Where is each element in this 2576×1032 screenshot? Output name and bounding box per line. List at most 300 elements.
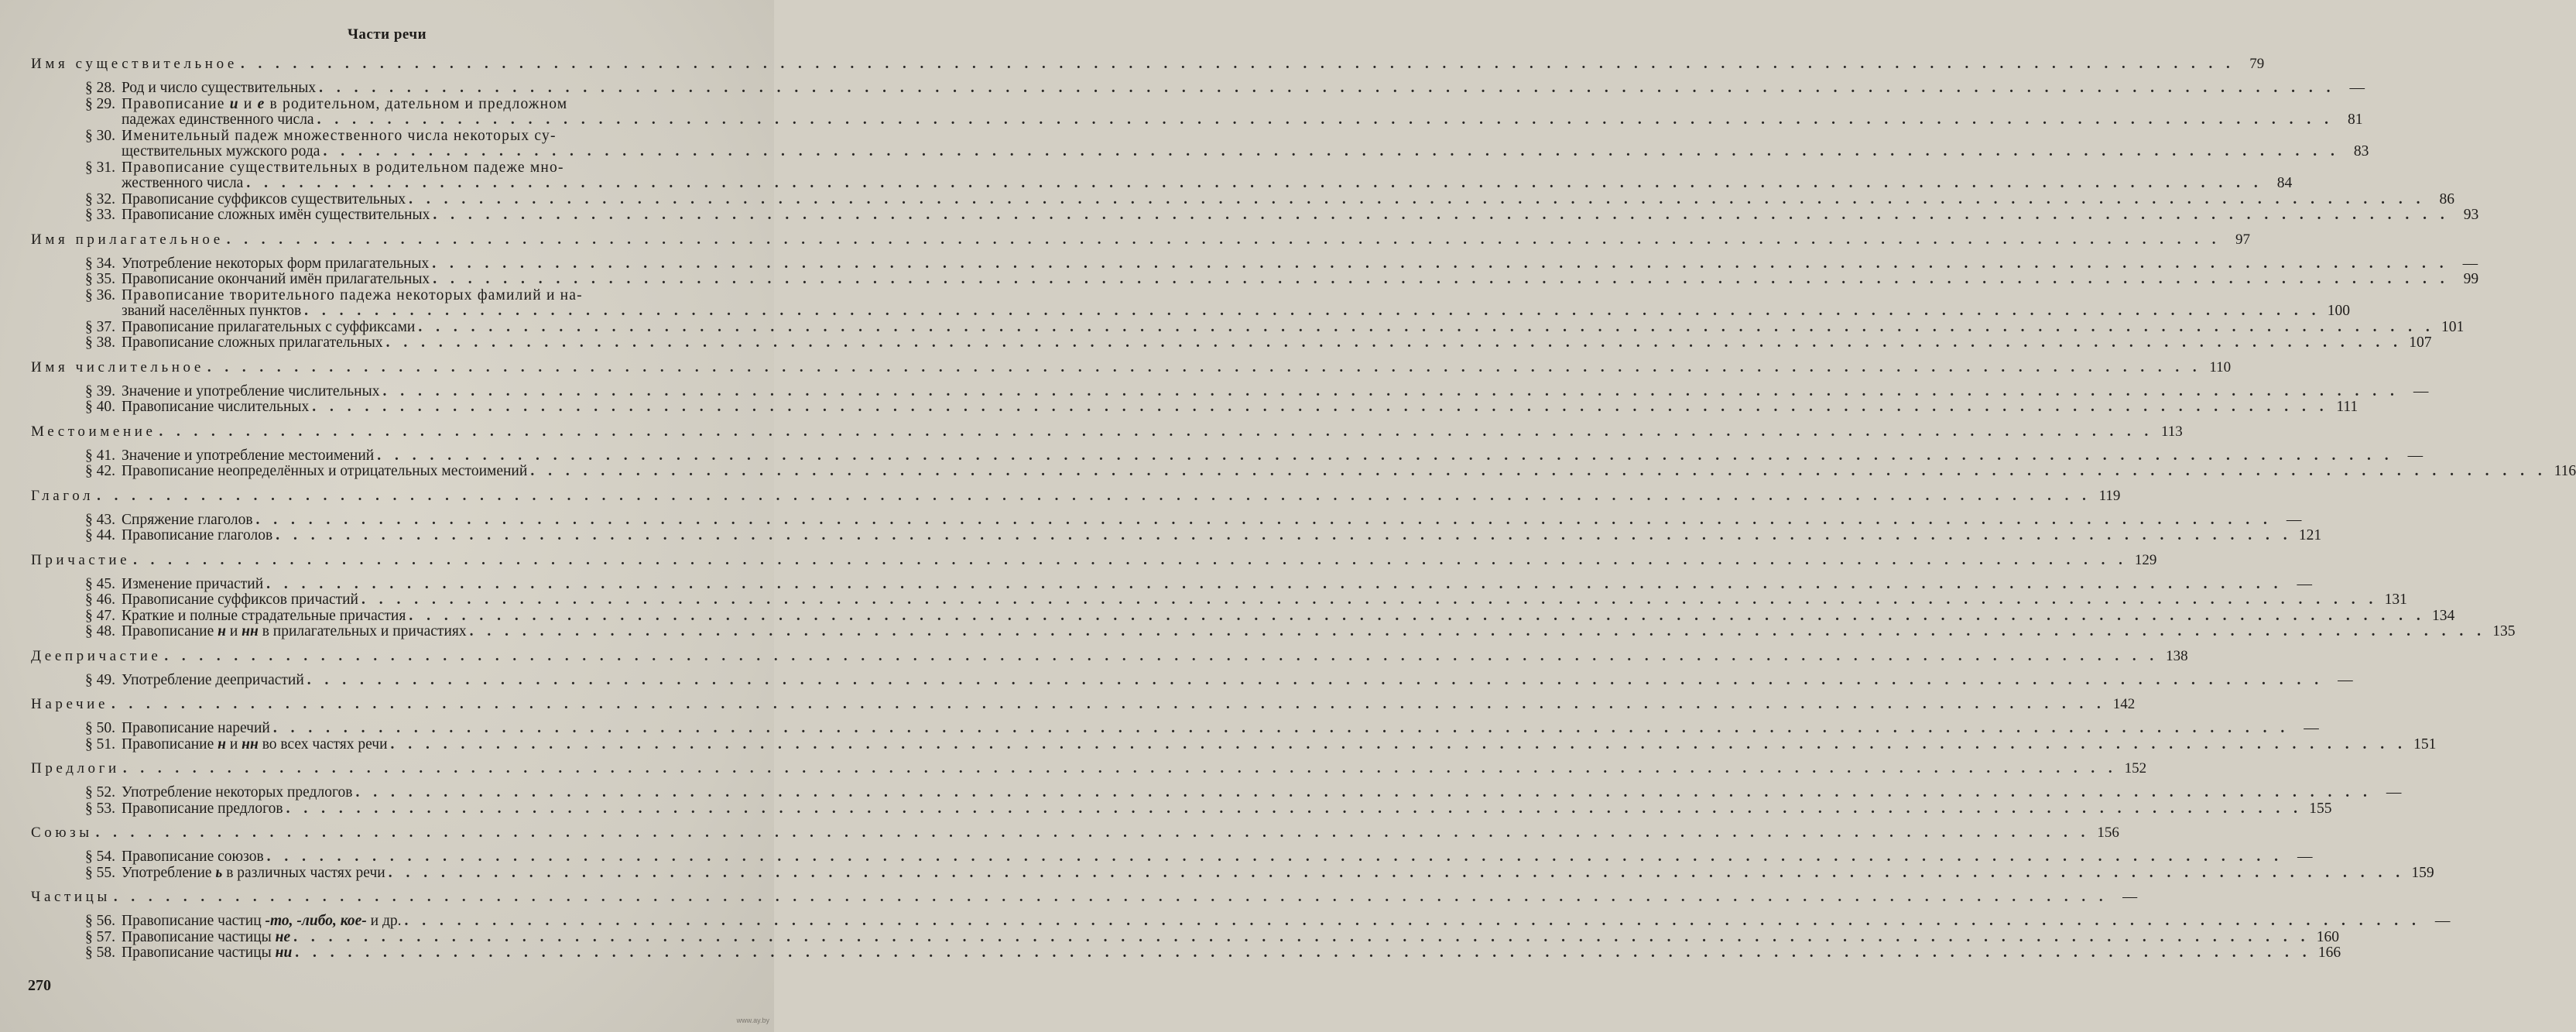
leader-dots — [111, 696, 2105, 713]
paragraph-number: § 33. — [85, 207, 115, 223]
entry-text-segment: Правописание существительных в родительном падеже мно- — [122, 159, 564, 176]
paragraph-number: § 49. — [85, 671, 115, 688]
entry-line — [122, 272, 2478, 288]
section-heading[interactable] — [31, 760, 2147, 777]
entry-text-segment: и — [225, 623, 242, 639]
toc-entry[interactable] — [31, 913, 2451, 930]
paragraph-number: § 29. — [85, 95, 115, 112]
section-page: 97 — [2235, 231, 2250, 248]
section-page: 138 — [2166, 647, 2188, 664]
leader-dots — [276, 528, 2292, 544]
leader-dots — [133, 552, 2127, 569]
entry-text — [122, 528, 272, 544]
toc-entry[interactable] — [31, 399, 2358, 416]
toc-entry[interactable] — [31, 271, 2479, 288]
toc-entry[interactable] — [31, 463, 2576, 480]
leader-dots — [164, 648, 2158, 665]
section-page: 156 — [2097, 825, 2119, 841]
leader-dots — [470, 624, 2486, 640]
toc-entry[interactable] — [31, 945, 2341, 962]
entry-body — [122, 384, 2428, 400]
entry-page: — — [2349, 80, 2365, 96]
emphasized-letters: ни — [275, 945, 293, 961]
section-heading[interactable] — [31, 56, 2265, 73]
paragraph-number: § 53. — [85, 800, 115, 817]
paragraph-number: § 35. — [85, 271, 115, 287]
toc-entry[interactable] — [31, 80, 2365, 97]
entry-line — [122, 97, 2362, 113]
entry-line — [122, 112, 2362, 129]
entry-line — [122, 528, 2321, 544]
toc-entry[interactable] — [31, 190, 2454, 208]
entry-line — [122, 335, 2432, 351]
entry-line — [122, 930, 2339, 946]
entry-text — [122, 272, 430, 288]
entry-line — [122, 207, 2478, 224]
entry-text-segment: Правописание глаголов — [122, 527, 273, 543]
entry-text-segment: Правописание сложных прилагательных — [122, 334, 383, 351]
entry-body — [122, 577, 2312, 593]
paragraph-number: § 42. — [85, 463, 115, 479]
entry-text-segment: жественного числа — [122, 175, 244, 191]
entry-body — [122, 256, 2478, 273]
leader-dots — [409, 609, 2425, 625]
paragraph-number: § 31. — [85, 159, 115, 176]
entry-body — [122, 97, 2362, 129]
leader-dots — [227, 231, 2221, 249]
entry-line — [122, 849, 2313, 866]
entry-line — [122, 256, 2478, 273]
entry-line — [122, 192, 2454, 208]
section-title: Предлоги — [31, 760, 120, 777]
entry-page: 116 — [2554, 463, 2576, 479]
toc-entry[interactable] — [31, 127, 2369, 160]
entry-page: — — [2297, 575, 2313, 592]
entry-text-segment: Значение и употребление местоимений — [122, 447, 375, 464]
paragraph-number: § 47. — [85, 607, 115, 624]
entry-text — [122, 785, 352, 801]
section-heading[interactable] — [31, 423, 2183, 441]
entry-line — [122, 464, 2576, 480]
toc-section — [31, 358, 2429, 416]
entry-text — [122, 624, 467, 640]
entry-body — [122, 930, 2339, 946]
emphasized-letters: -то, -либо, кое- — [265, 913, 367, 929]
toc-entry[interactable] — [31, 591, 2407, 609]
toc-section — [31, 231, 2479, 351]
toc-entry[interactable] — [31, 207, 2479, 224]
entry-body — [122, 464, 2576, 480]
entry-page: 159 — [2411, 864, 2434, 881]
section-heading[interactable] — [31, 358, 2232, 376]
entry-text-segment: Спряжение глаголов — [122, 511, 253, 528]
entry-page: — — [2297, 849, 2313, 865]
entry-page: — — [2462, 255, 2478, 272]
section-heading[interactable] — [31, 889, 2138, 906]
leader-dots — [405, 914, 2421, 930]
entry-text — [122, 513, 253, 529]
entry-text-segment: Употребление — [122, 864, 216, 881]
section-heading[interactable] — [31, 647, 2188, 665]
entry-text-segment: в прилагательных и причастиях — [258, 623, 467, 639]
entry-text — [122, 866, 385, 882]
entry-text-segment: в различных частях речи — [222, 864, 385, 881]
paragraph-number: § 44. — [85, 527, 115, 543]
toc-entry[interactable] — [31, 95, 2363, 129]
leader-dots — [409, 192, 2425, 208]
entry-text-segment: и — [238, 95, 258, 112]
emphasized-letters: не — [275, 928, 291, 945]
leader-dots — [207, 359, 2201, 376]
entry-text — [122, 384, 379, 400]
entry-line — [122, 129, 2369, 145]
section-heading[interactable] — [31, 696, 2136, 713]
entry-body — [122, 335, 2432, 351]
paragraph-number: § 43. — [85, 511, 115, 528]
entry-page: 135 — [2492, 623, 2516, 639]
paragraph-number: § 28. — [85, 80, 115, 96]
entry-text-segment: Употребление некоторых предлогов — [122, 784, 353, 801]
entry-text-segment: Правописание суффиксов существительных — [122, 190, 406, 207]
entry-text — [122, 801, 283, 818]
entry-text-segment: в родительном, дательном и предложном — [265, 95, 568, 112]
leader-dots — [256, 513, 2273, 529]
toc-section — [31, 889, 2451, 962]
paragraph-number: § 52. — [85, 784, 115, 801]
emphasized-letters: нн — [242, 735, 259, 753]
paragraph-number: § 41. — [85, 447, 115, 464]
leader-dots — [304, 303, 2321, 320]
entry-line — [122, 513, 2301, 529]
paragraph-number: § 57. — [85, 928, 115, 945]
entry-text-segment: ществительных мужского рода — [122, 143, 320, 159]
toc-section — [31, 56, 2479, 224]
entry-body — [122, 320, 2464, 336]
section-title: Причастие — [31, 551, 131, 568]
entry-text — [122, 256, 429, 273]
leader-dots — [159, 423, 2153, 441]
leader-dots — [377, 448, 2393, 465]
leader-dots — [273, 721, 2290, 737]
toc-entry[interactable] — [31, 784, 2402, 801]
leader-dots — [433, 207, 2449, 224]
entry-line — [122, 320, 2464, 336]
entry-text-segment: Именительный падеж множественного числа некоторых су- — [122, 127, 557, 144]
entry-page: 81 — [2347, 111, 2363, 128]
entry-text — [122, 96, 567, 112]
leader-dots — [389, 866, 2405, 882]
toc-entry[interactable] — [31, 527, 2322, 544]
section-page: 119 — [2098, 487, 2121, 504]
watermark: www.ay.by — [736, 1017, 769, 1024]
toc-section — [31, 647, 2353, 689]
leader-dots — [293, 930, 2310, 946]
entry-text-segment: Род и число существительных — [122, 80, 317, 96]
entry-page: — — [2338, 671, 2353, 688]
toc-section — [31, 423, 2576, 480]
entry-text-segment: Правописание — [122, 735, 218, 753]
entry-text-segment: падежах единственного числа — [122, 111, 314, 128]
entry-page: — — [2413, 382, 2429, 399]
entry-page: 86 — [2439, 190, 2454, 207]
entry-line — [122, 384, 2428, 400]
entry-page: — — [2286, 511, 2302, 528]
entry-line — [122, 81, 2365, 97]
entry-text-segment: Правописание прилагательных с суффиксами — [122, 318, 416, 335]
entry-line — [122, 721, 2319, 737]
paragraph-number: § 58. — [85, 945, 115, 961]
toc-entry[interactable] — [31, 159, 2293, 192]
section-page: 110 — [2209, 358, 2232, 375]
entry-body — [122, 272, 2478, 288]
section-page: 79 — [2249, 56, 2265, 72]
entry-text — [122, 448, 374, 465]
emphasized-letters: н — [218, 623, 226, 639]
entry-body — [122, 592, 2407, 609]
paragraph-number: § 55. — [85, 864, 115, 881]
entry-line — [122, 945, 2341, 962]
toc-entry[interactable] — [31, 255, 2478, 273]
entry-text-segment: и — [225, 735, 242, 753]
entry-line — [122, 866, 2434, 882]
entry-page: 134 — [2431, 607, 2455, 624]
entry-text — [122, 930, 290, 946]
section-heading[interactable] — [31, 551, 2157, 569]
section-page: 152 — [2124, 760, 2147, 777]
entry-text — [122, 128, 557, 144]
entry-page: 155 — [2309, 800, 2332, 817]
emphasized-letters: и — [229, 95, 239, 112]
leader-dots — [433, 272, 2449, 288]
entry-text-segment: Правописание частицы — [122, 928, 276, 945]
entry-body — [122, 513, 2301, 529]
entry-text-segment: Правописание союзов — [122, 849, 264, 865]
section-title: Деепричастие — [31, 647, 162, 664]
entry-text-segment: Правописание частицы — [122, 945, 276, 961]
section-title: Местоимение — [31, 423, 156, 440]
entry-text — [122, 914, 402, 930]
toc-entry[interactable] — [31, 849, 2313, 866]
leader-dots — [246, 176, 2263, 192]
entry-body — [122, 288, 2350, 320]
entry-line — [122, 609, 2454, 625]
entry-text-segment: Правописание частиц — [122, 913, 265, 929]
entry-text-segment: Краткие и полные страдательные причастия — [122, 607, 406, 624]
entry-line — [122, 624, 2516, 640]
entry-page: — — [2407, 447, 2424, 464]
section-page: — — [2122, 889, 2138, 905]
toc-entry[interactable] — [31, 735, 2437, 753]
entry-line — [122, 288, 2350, 304]
entry-text — [122, 737, 388, 753]
entry-line — [122, 448, 2423, 465]
emphasized-letters: е — [257, 95, 265, 112]
toc-entry[interactable] — [31, 607, 2455, 625]
entry-text — [122, 577, 263, 593]
entry-text — [122, 192, 406, 208]
entry-text-segment: Правописание наречий — [122, 720, 270, 736]
toc-entry[interactable] — [31, 382, 2429, 400]
leader-dots — [382, 384, 2399, 400]
entry-text — [122, 399, 309, 416]
section-title: Имя прилагательное — [31, 231, 224, 248]
toc-entry[interactable] — [31, 800, 2332, 818]
entry-text — [122, 945, 292, 962]
leader-dots — [386, 335, 2403, 351]
paragraph-number: § 46. — [85, 591, 115, 608]
entry-line — [122, 737, 2436, 753]
entry-page: 131 — [2384, 591, 2407, 608]
entry-page: 99 — [2463, 271, 2479, 287]
entry-text — [122, 464, 527, 480]
entry-text — [122, 592, 358, 609]
entry-page: — — [2304, 720, 2319, 736]
leader-dots — [295, 945, 2311, 962]
entry-page: 166 — [2317, 945, 2341, 961]
section-title: Имя существительное — [31, 56, 238, 72]
paragraph-number: § 34. — [85, 255, 115, 272]
entry-line — [122, 399, 2358, 416]
entry-text-segment: Правописание числительных — [122, 399, 310, 415]
paragraph-number: § 48. — [85, 623, 115, 639]
entry-page: 107 — [2409, 334, 2432, 351]
entry-text-segment: во всех частях речи — [258, 735, 388, 753]
toc-entry[interactable] — [31, 575, 2313, 593]
toc-section — [31, 825, 2434, 881]
section-page: 142 — [2112, 696, 2136, 712]
entry-page: — — [2386, 784, 2402, 801]
leader-dots — [241, 56, 2235, 73]
leader-dots — [96, 825, 2090, 842]
section-title: Союзы — [31, 825, 93, 841]
entry-text-segment: Правописание предлогов — [122, 800, 283, 817]
entry-page: 83 — [2353, 143, 2369, 159]
toc-entry[interactable] — [31, 671, 2353, 689]
leader-dots — [319, 81, 2335, 97]
paragraph-number: § 54. — [85, 849, 115, 865]
entry-line — [122, 577, 2312, 593]
leader-dots — [97, 488, 2091, 505]
entry-body — [122, 129, 2369, 160]
section-heading[interactable] — [31, 825, 2119, 842]
toc-section — [31, 487, 2322, 544]
toc-entry[interactable] — [31, 447, 2424, 465]
emphasized-letters: ь — [215, 864, 223, 881]
entry-body — [122, 914, 2450, 930]
leader-dots — [286, 801, 2303, 818]
entry-body — [122, 624, 2516, 640]
paragraph-number: § 36. — [85, 286, 115, 303]
entry-line — [122, 785, 2401, 801]
section-title: Имя числительное — [31, 358, 204, 375]
entry-page: 121 — [2298, 527, 2322, 543]
entry-text-segment: Правописание — [122, 95, 230, 112]
entry-page: — — [2434, 913, 2451, 929]
toc-entry[interactable] — [31, 286, 2351, 320]
paragraph-number: § 40. — [85, 399, 115, 415]
entry-text-segment: Правописание сложных имён существительных — [122, 207, 430, 223]
paragraph-number: § 38. — [85, 334, 115, 351]
entry-line — [122, 144, 2369, 160]
entry-text — [122, 176, 243, 192]
entry-page: 160 — [2316, 928, 2339, 945]
entry-body — [122, 849, 2313, 866]
section-page: 113 — [2160, 423, 2183, 440]
entry-text-segment: Употребление некоторых форм прилагательных — [122, 255, 430, 272]
toc-entry[interactable] — [31, 318, 2465, 336]
entry-body — [122, 81, 2365, 97]
section-title: Глагол — [31, 487, 94, 504]
leader-dots — [267, 849, 2283, 866]
entry-page: 111 — [2336, 399, 2358, 415]
entry-text-segment: Правописание окончаний имён прилагательных — [122, 271, 430, 287]
paragraph-number: § 39. — [85, 382, 115, 399]
entry-body — [122, 528, 2321, 544]
paragraph-number: § 56. — [85, 913, 115, 929]
leader-dots — [123, 760, 2117, 777]
leader-dots — [361, 592, 2378, 609]
entry-text — [122, 849, 264, 866]
toc-entry[interactable] — [31, 928, 2339, 946]
paragraph-number: § 37. — [85, 318, 115, 335]
page-number: 270 — [28, 977, 51, 994]
entry-text — [122, 207, 430, 224]
entry-line — [122, 160, 2292, 177]
toc-entry[interactable] — [31, 623, 2516, 640]
leader-dots — [530, 464, 2547, 480]
entry-body — [122, 399, 2358, 416]
entry-line — [122, 176, 2292, 192]
page-header: Части речи — [347, 26, 427, 43]
entry-body — [122, 785, 2401, 801]
entry-line — [122, 914, 2450, 930]
leader-dots — [355, 785, 2372, 801]
toc-entry[interactable] — [31, 334, 2432, 351]
emphasized-letters: нн — [242, 623, 259, 639]
entry-body — [122, 207, 2478, 224]
entry-body — [122, 866, 2434, 882]
entry-body — [122, 945, 2341, 962]
entry-text — [122, 159, 564, 176]
entry-page: 93 — [2463, 207, 2479, 223]
entry-text-segment: званий населённых пунктов — [122, 303, 302, 319]
emphasized-letters: н — [218, 735, 226, 753]
toc-section — [31, 760, 2402, 817]
toc-entry[interactable] — [31, 720, 2319, 737]
toc-entry[interactable] — [31, 511, 2302, 529]
entry-text — [122, 609, 406, 625]
toc-section — [31, 551, 2516, 640]
entry-page: 151 — [2413, 735, 2437, 753]
entry-text-segment: и др. — [366, 913, 402, 929]
entry-line — [122, 303, 2350, 320]
entry-body — [122, 673, 2353, 689]
leader-dots — [323, 144, 2339, 160]
toc-entry[interactable] — [31, 864, 2434, 882]
section-title: Частицы — [31, 889, 111, 905]
section-heading[interactable] — [31, 487, 2121, 505]
entry-line — [122, 592, 2407, 609]
entry-text — [122, 303, 301, 320]
leader-dots — [391, 737, 2407, 753]
entry-text-segment: Правописание неопределённых и отрицательных местоимений — [122, 463, 528, 479]
section-page: 129 — [2134, 551, 2157, 568]
section-heading[interactable] — [31, 231, 2250, 249]
entry-page: 100 — [2327, 303, 2351, 319]
entry-text — [122, 144, 320, 160]
leader-dots — [266, 577, 2283, 593]
leader-dots — [418, 320, 2434, 336]
